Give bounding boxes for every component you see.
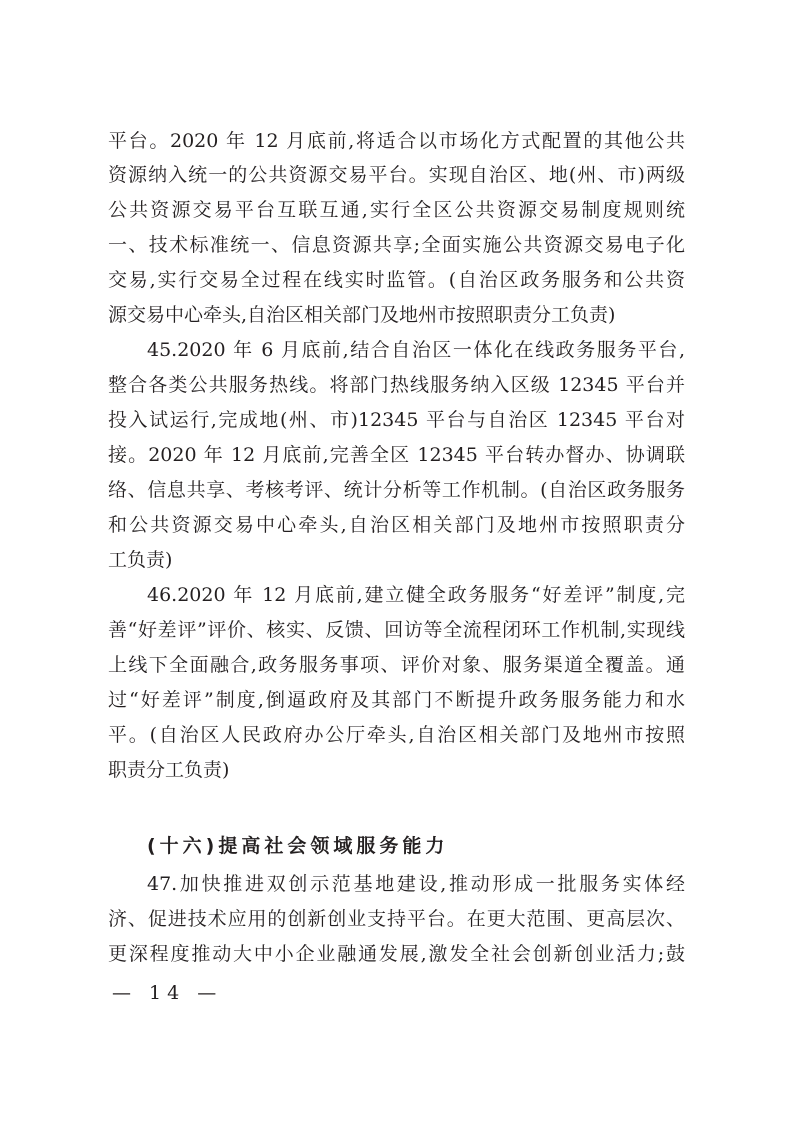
paragraph-line: 投入试运行,完成地(州、市)12345 平台与自治区 12345 平台对 [108,409,685,431]
paragraph-line: 源交易中心牵头,自治区相关部门及地州市按照职责分工负责) [108,304,616,326]
paragraph-line: 接。2020 年 12 月底前,完善全区 12345 平台转办督办、协调联 [108,444,685,466]
paragraph-line: 平。(自治区人民政府办公厅牵头,自治区相关部门及地州市按照 [108,724,685,746]
paragraph-line: 平台。2020 年 12 月底前,将适合以市场化方式配置的其他公共 [108,130,685,152]
paragraph-line: 一、技术标准统一、信息资源共享;全面实施公共资源交易电子化 [108,234,685,256]
section-heading: (十六)提高社会领域服务能力 [147,835,449,857]
item-46-line: 46.2020 年 12 月底前,建立健全政务服务“好差评”制度,完 [147,584,685,606]
paragraph-line: 工负责) [108,549,173,571]
paragraph-line: 公共资源交易平台互联互通,实行全区公共资源交易制度规则统 [108,199,685,221]
paragraph-line: 络、信息共享、考核考评、统计分析等工作机制。(自治区政务服务 [108,479,685,501]
paragraph-line: 过“好差评”制度,倒逼政府及其部门不断提升政务服务能力和水 [108,689,685,711]
page-number: — 14 — [112,982,223,1004]
paragraph-line: 职责分工负责) [108,759,230,781]
paragraph-line: 和公共资源交易中心牵头,自治区相关部门及地州市按照职责分 [108,514,685,536]
paragraph-line: 整合各类公共服务热线。将部门热线服务纳入区级 12345 平台并 [108,374,685,396]
paragraph-line: 上线下全面融合,政务服务事项、评价对象、服务渠道全覆盖。通 [108,654,685,676]
paragraph-line: 善“好差评”评价、核实、反馈、回访等全流程闭环工作机制,实现线 [108,619,685,641]
paragraph-line: 资源纳入统一的公共资源交易平台。实现自治区、地(州、市)两级 [108,164,685,186]
item-47-line: 47.加快推进双创示范基地建设,推动形成一批服务实体经 [147,873,685,895]
paragraph-line: 更深程度推动大中小企业融通发展,激发全社会创新创业活力;鼓 [108,943,685,965]
paragraph-line: 交易,实行交易全过程在线实时监管。(自治区政务服务和公共资 [108,269,685,291]
paragraph-line: 济、促进技术应用的创新创业支持平台。在更大范围、更高层次、 [108,908,685,930]
item-45-line: 45.2020 年 6 月底前,结合自治区一体化在线政务服务平台, [147,339,685,361]
